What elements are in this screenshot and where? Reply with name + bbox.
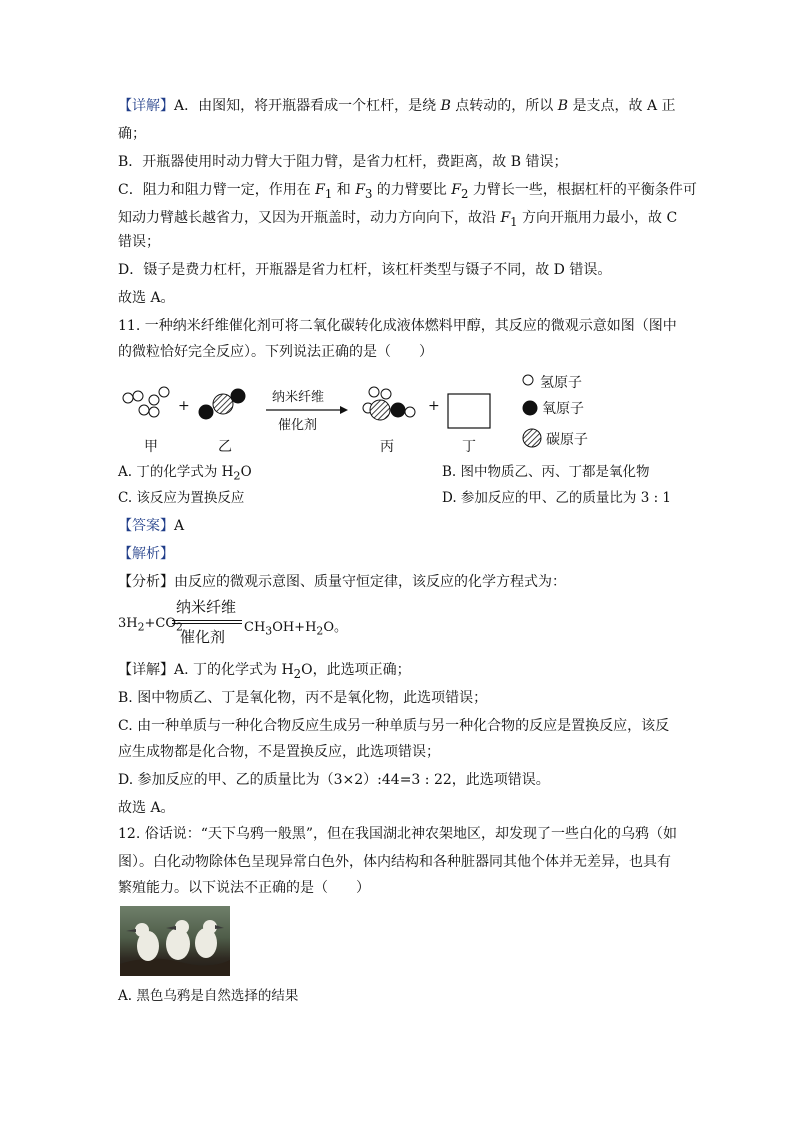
chemical-equation	[118, 596, 378, 648]
q11-detail-d: D. 参加反应的甲、乙的质量比为（3×2）:44=3 : 22，此选项错误。	[118, 772, 550, 788]
q11-option-c[interactable]: C. 该反应为置换反应	[118, 490, 245, 506]
equation-products: $CH_3OH+H_2O$。	[244, 620, 347, 638]
reaction-diagram-svg	[118, 368, 678, 460]
q11-detail-c-line2: 应生成物都是化合物，不是置换反应，此选项错误；	[118, 744, 440, 760]
catalyst-top-label: 纳米纤维	[272, 390, 325, 405]
q12-stem-line1: 12. 俗话说：“天下乌鸦一般黑”，但在我国湖北神农架地区，却发现了一些白化的乌鸦（如	[118, 826, 678, 842]
q11-analysis-label: 【解析】	[118, 546, 174, 562]
label-jia: 甲	[144, 439, 158, 455]
q11-analysis-line: 【分析】由反应的微观示意图、质量守恒定律，该反应的化学方程式为：	[118, 574, 566, 590]
reaction-arrow	[266, 406, 348, 414]
plus-sign-1: +	[178, 398, 190, 414]
q11-option-b[interactable]: B. 图中物质乙、丙、丁都是氧化物	[442, 464, 650, 480]
q11-stem-line1: 11. 一种纳米纤维催化剂可将二氧化碳转化成液体燃料甲醇，其反应的微观示意如图（图中	[118, 318, 677, 334]
label-bing: 丙	[380, 439, 394, 455]
q12-stem-line2: 图）。白化动物除体色呈现异常白色外，体内结构和各种脏器同其他个体并无差异，也具有	[118, 854, 671, 870]
catalyst-bottom-label: 催化剂	[278, 418, 318, 433]
reaction-diagram	[118, 368, 678, 460]
q10-detail-c-line1: C．阻力和阻力臂一定，作用在 $F_1$ 和 $F_3$ 的力臂要比 $F_2$ 力臂长一些，根据杠杆的平衡条件可	[118, 182, 697, 201]
legend-carbon-icon	[523, 429, 541, 447]
equation-catalyst-bottom: 催化剂	[180, 628, 226, 646]
white-crows-illustration	[120, 906, 230, 976]
legend-symbols	[523, 375, 541, 447]
detail-label: 【详解】	[118, 98, 174, 114]
q11-detail-c-line1: C. 由一种单质与一种化合物反应生成另一种单质与另一种化合物的反应是置换反应，该反	[118, 718, 670, 734]
q10-detail-b: B．开瓶器使用时动力臂大于阻力臂，是省力杠杆，费距离，故 B 错误；	[118, 154, 568, 170]
white-crows-photo	[120, 906, 230, 976]
legend-hydrogen-text: 氢原子	[540, 375, 582, 391]
equation-catalyst-top: 纳米纤维	[176, 598, 237, 616]
methanol-molecule	[363, 387, 415, 420]
q10-conclusion: 故选 A。	[118, 290, 175, 306]
q10-detail-c-line3: 错误；	[118, 234, 160, 250]
q12-stem-line3: 繁殖能力。以下说法不正确的是（ ）	[118, 880, 370, 896]
unknown-product-box	[448, 394, 490, 428]
hydrogen-molecules	[123, 387, 169, 417]
q10-detail-a-line1: 【详解】A．由图知，将开瓶器看成一个杠杆，是绕 B 点转动的，所以 B 是支点，故 A 正	[118, 98, 676, 114]
q11-option-a[interactable]: A. 丁的化学式为 $H_2O$	[118, 464, 252, 483]
label-yi: 乙	[218, 439, 232, 455]
legend-oxygen-icon	[523, 401, 537, 415]
q11-detail-a: 【详解】A. 丁的化学式为 $H_2O$，此选项正确；	[118, 662, 411, 681]
legend-carbon-text: 碳原子	[546, 432, 588, 448]
label-ding: 丁	[462, 439, 476, 455]
equation-reactants: $3H_2+CO_2$	[118, 616, 183, 634]
q12-option-a[interactable]: A. 黑色乌鸦是自然选择的结果	[118, 988, 299, 1004]
plus-sign-2: +	[428, 398, 440, 414]
q11-conclusion: 故选 A。	[118, 800, 175, 816]
q10-detail-a-line2: 确；	[118, 126, 146, 142]
carbon-dioxide-molecule	[199, 389, 245, 419]
q10-detail-d: D．镊子是费力杠杆，开瓶器是省力杠杆，该杠杆类型与镊子不同，故 D 错误。	[118, 262, 612, 278]
q11-stem-line2: 的微粒恰好完全反应）。下列说法正确的是（ ）	[118, 344, 433, 360]
q11-detail-b: B. 图中物质乙、丁是氧化物，丙不是氧化物，此选项错误；	[118, 690, 488, 706]
q11-answer: 【答案】A	[118, 518, 185, 534]
equation-double-line	[172, 620, 242, 624]
q11-option-d[interactable]: D. 参加反应的甲、乙的质量比为 3 : 1	[442, 490, 672, 506]
legend-oxygen-text: 氧原子	[542, 401, 584, 417]
q10-detail-c-line2: 知动力臂越长越省力，又因为开瓶盖时，动力方向向下，故沿 $F_1$ 方向开瓶用力最小，故 C	[118, 210, 678, 229]
legend-hydrogen-icon	[523, 375, 533, 385]
